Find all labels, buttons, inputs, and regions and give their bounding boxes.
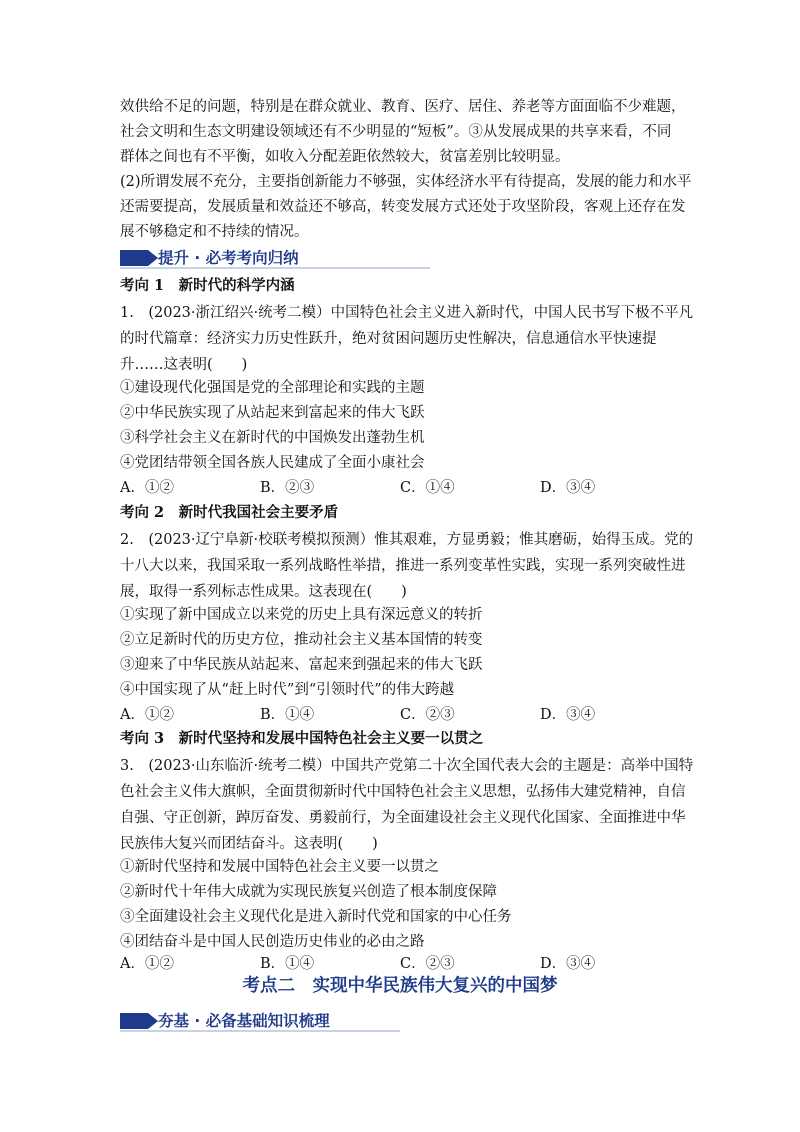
banner-marker-icon (120, 250, 148, 266)
option-a[interactable]: A．①② (120, 480, 174, 496)
intro-line: 展不够稳定和不持续的情况。 (120, 224, 309, 240)
topic-heading: 考向 3 新时代坚持和发展中国特色社会主义要一以贯之 (120, 730, 484, 747)
statement-item: ①新时代坚持和发展中国特色社会主义要一以贯之 (120, 859, 439, 875)
answer-options (120, 704, 685, 726)
intro-line: 效供给不足的问题，特别是在群众就业、教育、医疗、居住、养老等方面面临不少难题， (120, 99, 686, 115)
question-stem: 自强、守正创新，踔厉奋发、勇毅前行，为全面建设社会主义现代化国家、全面推进中华 (120, 810, 686, 826)
question-stem: 升……这表明( ) (120, 357, 248, 373)
section-title: 考点二 实现中华民族伟大复兴的中国梦 (242, 976, 558, 996)
intro-line: 社会文明和生态文明建设领域还有不少明显的“短板”。③从发展成果的共享来看，不同 (120, 124, 672, 140)
banner-label: 夯基 · 必备基础知识梳理 (158, 1012, 330, 1030)
option-b[interactable]: B．②③ (260, 480, 315, 496)
option-d[interactable]: D．③④ (540, 707, 596, 723)
topic-heading: 考向 1 新时代的科学内涵 (120, 277, 295, 294)
option-b[interactable]: B．①④ (260, 956, 315, 972)
section-banner (120, 1007, 410, 1033)
intro-line: (2)所谓发展不充分，主要指创新能力不够强，实体经济水平有待提高，发展的能力和水平 (120, 174, 692, 190)
statement-item: ③科学社会主义在新时代的中国焕发出蓬勃生机 (120, 430, 425, 446)
statement-item: ①实现了新中国成立以来党的历史上具有深远意义的转折 (120, 607, 483, 623)
statement-item: ③全面建设社会主义现代化是进入新时代党和国家的中心任务 (120, 909, 512, 925)
option-b[interactable]: B．①④ (260, 707, 315, 723)
question-stem: 2. (2023·辽宁阜新·校联考模拟预测）惟其艰难，方显勇毅；惟其磨砺，始得玉成。党的 (120, 532, 694, 548)
option-c[interactable]: C．②③ (400, 956, 455, 972)
question-stem: 3. (2023·山东临沂·统考二模）中国共产党第二十次全国代表大会的主题是：高举中国特 (120, 758, 694, 774)
option-c[interactable]: C．①④ (400, 480, 455, 496)
option-d[interactable]: D．③④ (540, 480, 596, 496)
topic-heading: 考向 2 新时代我国社会主要矛盾 (120, 504, 339, 521)
answer-options (120, 477, 685, 499)
option-a[interactable]: A．①② (120, 707, 174, 723)
section-banner (120, 244, 440, 270)
question-stem: 展，取得一系列标志性成果。这表现在( ) (120, 584, 407, 600)
question-stem: 的时代篇章：经济实力历史性跃升，绝对贫困问题历史性解决，信息通信水平快速提 (120, 331, 657, 347)
statement-item: ①建设现代化强国是党的全部理论和实践的主题 (120, 380, 425, 396)
question-stem: 十八大以来，我国采取一系列战略性举措，推进一系列变革性实践，实现一系列突破性进 (120, 558, 686, 574)
question-stem: 民族伟大复兴而团结奋斗。这表明( ) (120, 836, 378, 852)
statement-item: ②立足新时代的历史方位，推动社会主义基本国情的转变 (120, 632, 483, 648)
option-a[interactable]: A．①② (120, 956, 174, 972)
statement-item: ④团结奋斗是中国人民创造历史伟业的必由之路 (120, 934, 425, 950)
statement-item: ④党团结带领全国各族人民建成了全面小康社会 (120, 455, 425, 471)
option-c[interactable]: C．②③ (400, 707, 455, 723)
statement-item: ②新时代十年伟大成就为实现民族复兴创造了根本制度保障 (120, 884, 497, 900)
question-stem: 1. (2023·浙江绍兴·统考二模）中国特色社会主义进入新时代，中国人民书写下极不平凡 (120, 305, 694, 321)
statement-item: ②中华民族实现了从站起来到富起来的伟大飞跃 (120, 405, 425, 421)
intro-line: 还需要提高，发展质量和效益还不够高，转变发展方式还处于攻坚阶段，客观上还存在发 (120, 199, 686, 215)
intro-line: 群体之间也有不平衡，如收入分配差距依然较大，贫富差别比较明显。 (120, 149, 570, 165)
banner-marker-icon (120, 1013, 148, 1029)
option-d[interactable]: D．③④ (540, 956, 596, 972)
banner-label: 提升 · 必考考向归纳 (158, 249, 299, 267)
question-stem: 色社会主义伟大旗帜，全面贯彻新时代中国特色社会主义思想，弘扬伟大建党精神，自信 (120, 784, 686, 800)
statement-item: ③迎来了中华民族从站起来、富起来到强起来的伟大飞跃 (120, 657, 483, 673)
statement-item: ④中国实现了从“赶上时代”到“引领时代”的伟大跨越 (120, 682, 455, 698)
